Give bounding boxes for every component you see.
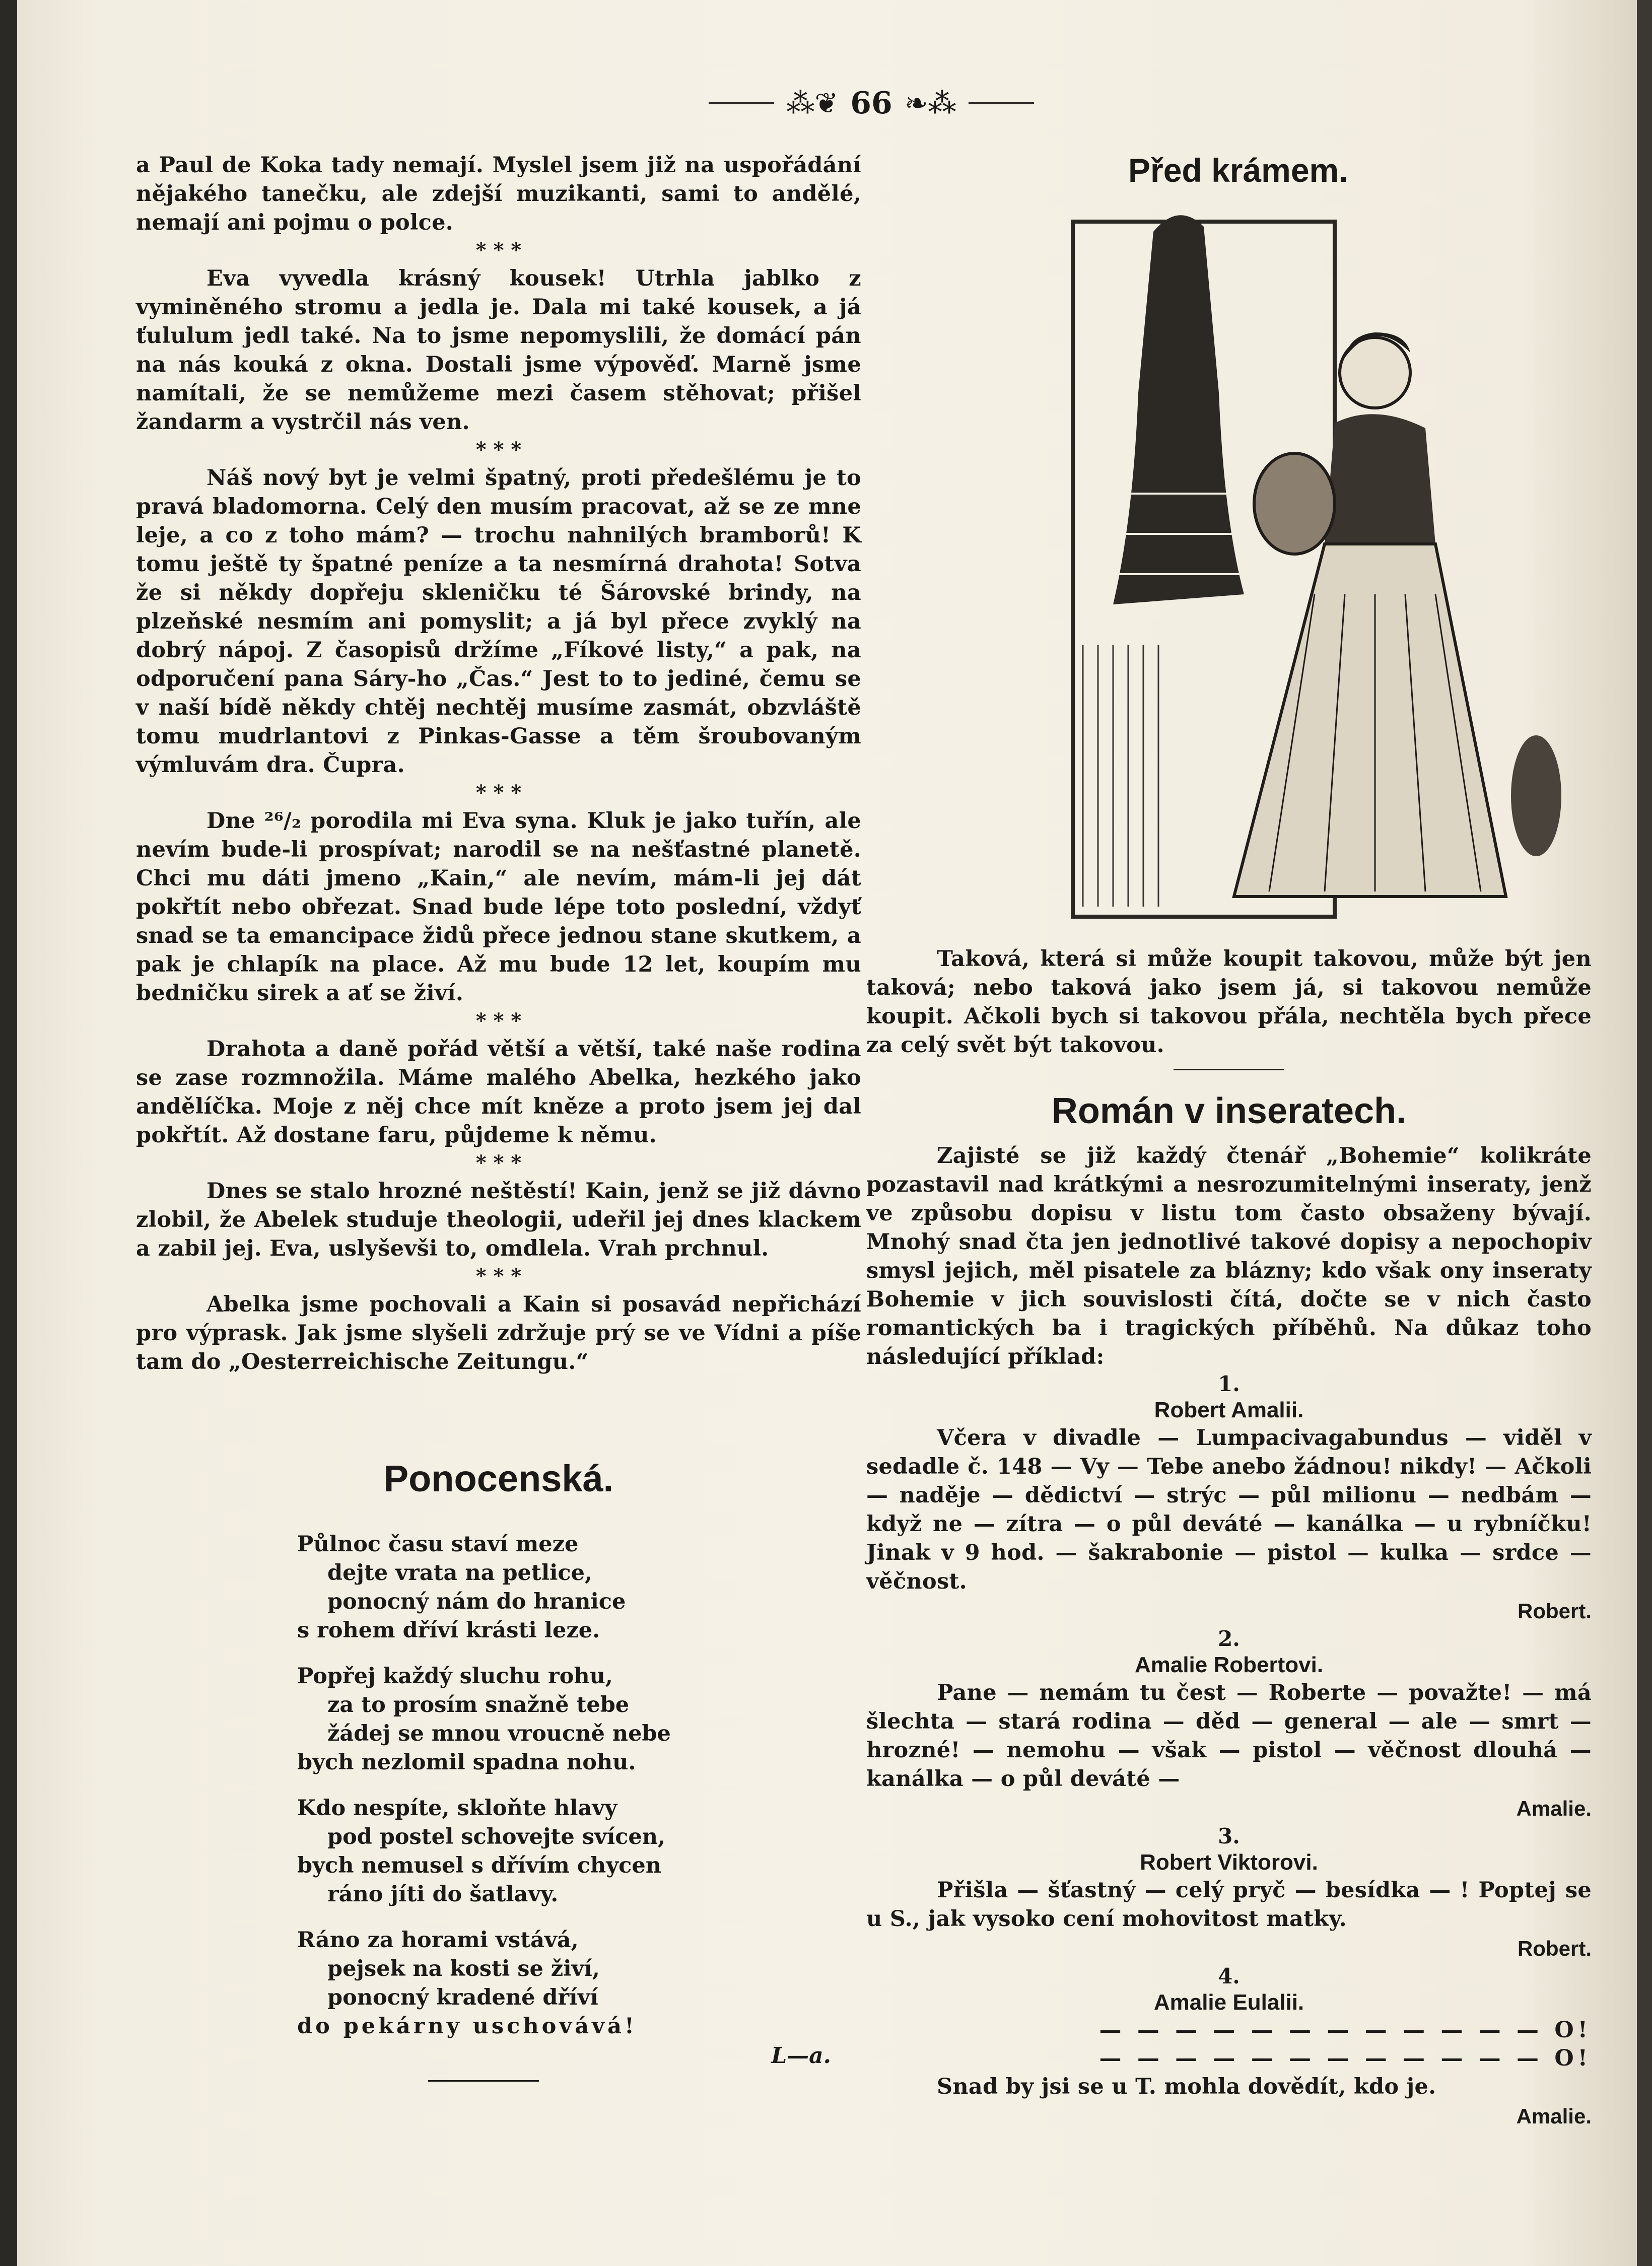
woman-skirt (1234, 544, 1506, 897)
poem-line: Půlnoc času staví meze (297, 1532, 579, 1557)
poem-line: bych nezlomil spadna nohu. (297, 1750, 636, 1775)
poem-line: dejte vrata na petlice, (327, 1560, 592, 1586)
letter-text: Pane — nemám tu čest — Roberte — považte! — má šlechta — stará rodina — děd — general — ale — smrt — hrozné! — nemohu — však — pistol — věčnost dlouhá — kanálka — o půl deváté — (866, 1680, 1592, 1792)
paragraph: Dnes se stalo hrozné neštěstí! Kain, jenž se již dávno zlobil, že Abelek studuje theologii, udeřil jej dnes klackem a zabil jej. Eva, uslyševši to, omdlela. Vrah prchnul. (136, 1179, 861, 1261)
left-column (136, 151, 861, 2091)
poem-line: pod postel schovejte svícen, (327, 1824, 665, 1849)
letter-number: 2. (1218, 1626, 1240, 1651)
scan-edge-right (1637, 0, 1652, 2266)
section-stars: * * * (475, 238, 522, 262)
paragraph: Náš nový byt je velmi špatný, proti předešlému je to pravá bladomorna. Celý den musím pracovat, až se ze mne leje, a co z toho mám? — trochu nahnilých bramborů! K tomu ještě ty špatné peníze a ta nesmírná drahota! Sotva že si někdy dopřeju skleničku té Šárovské brindy, na plzeňské nesmím ani pomyslit; a já byl přece zvyklý na dobrý nápoj. Z časopisů držíme „Fíkové listy,“ a pak, na odporučení pana Sáry-ho „Čas.“ Jest to to jediné, čemu se v naší bídě někdy chtěj nechtěj musíme zasmát, obzvláště tomu mudrlantovi z Pinkas-Gasse a těm šroubovaným výmluvám dra. Čupra. (136, 465, 861, 778)
basket (1254, 453, 1335, 554)
letter-number: 3. (1218, 1824, 1240, 1848)
section-stars: * * * (475, 438, 522, 461)
illustration-caption: Taková, která si může koupit takovou, může být jen taková; nebo taková jako jsem já, si takovou nemůže koupit. Ačkoli bych si takovou přála, nechtěla bych přece za celý svět být takovou. (866, 946, 1592, 1058)
letter-text: Přišla — šťastný — celý pryč — besídka — ! Poptej se u S., jak vysoko cení mohovitost matky. (866, 1878, 1592, 1932)
poem-line: ráno jíti do šatlavy. (327, 1882, 559, 1907)
ornament-right-icon: ❧⁂ (904, 87, 956, 120)
poem-signature: L—a. (771, 2043, 831, 2069)
poem-line: s rohem dříví krásti leze. (297, 1618, 600, 1643)
paragraph: Drahota a daně pořád větší a větší, také naše rodina se zase rozmnožila. Máme malého Abelka, hezkého jako andělíčka. Moje z něj chce mít kněze a proto jsem jej dal pokřtít. Až dostane faru, půjdeme k němu. (136, 1037, 861, 1148)
poem (297, 1530, 861, 2041)
page-header (665, 81, 1078, 126)
poem-line: Ráno za horami vstává, (297, 1928, 579, 1953)
letter-signature: Robert. (1518, 1937, 1592, 1960)
poem-line: Kdo nespíte, skloňte hlavy (297, 1796, 617, 1821)
paragraph: Abelka jsme pochovali a Kain si posavád nepřichází pro výprask. Jak jsme slyšeli zdržuje prý se ve Vídni a píše tam do „Oesterreichische Zeitungu.“ (136, 1292, 861, 1375)
divider (428, 2080, 539, 2082)
letter-signature: Robert. (1518, 1599, 1592, 1623)
letter-addressee: Robert Amalii. (1154, 1398, 1304, 1422)
poem-line: žádej se mnou vroucně nebe (327, 1721, 671, 1746)
woman-shawl (1325, 414, 1435, 544)
woman-shop-illustration (1053, 191, 1587, 942)
header-rule-right (969, 102, 1034, 104)
poem-title: Ponocenská. (383, 1458, 614, 1499)
letter-addressee: Amalie Eulalii. (1153, 1990, 1304, 2015)
letter-addressee: Robert Viktorovi. (1140, 1850, 1318, 1875)
section-title-pred-kramem: Před krámem. (1128, 152, 1348, 189)
paragraph: Eva vyvedla krásný kousek! Utrhla jablko z vyminěného stromu a jedla je. Dala mi také kousek, a já ťululum jedl také. Na to jsme nepomyslili, že domácí pán na nás kouká z okna. Dostali jsme výpověď. Marně jsme namítali, že se nemůžeme mezi časem stěhovat; přišel žandarm a vystrčil nás ven. (136, 266, 861, 435)
poem-line: Popřej každý sluchu rohu, (297, 1664, 613, 1689)
hanging-dress (1113, 215, 1244, 604)
section-stars: * * * (475, 1009, 522, 1033)
divider (1174, 1069, 1284, 1070)
paragraph: a Paul de Koka tady nemají. Myslel jsem již na uspořádání nějakého tanečku, ale zdejší muzikanti, sami to andělé, nemají ani pojmu o polce. (136, 153, 861, 235)
poem-line: ponocný kradené dříví (327, 1985, 598, 2010)
letter-addressee: Amalie Robertovi. (1134, 1653, 1324, 1677)
poem-line: za to prosím snažně tebe (327, 1692, 630, 1718)
letter-number: 1. (1218, 1371, 1240, 1396)
letter-signature: Amalie. (1516, 1797, 1592, 1820)
section-stars: * * * (475, 1264, 522, 1288)
section-stars: * * * (475, 781, 522, 804)
poem-line: do pekárny uschovává! (297, 2014, 637, 2039)
intro-paragraph: Zajisté se již každý čtenář „Bohemie“ kolikráte pozastavil nad krátkými a nesrozumitelnými inseraty, jenž ve způsobu dopisu v listu tom často obsaženy bývají. Mnohý snad čta jen jednotlivé takové dopisy a nepochopiv smysl jejich, měl pisatele za blázny; kdo však ony inseraty Bohemie v jich souvislosti čítá, dočte se v nich často romantických ba i tragických příběhů. Na důkaz toho následující příklad: (866, 1143, 1592, 1369)
paragraph: Dne ²⁶/₂ porodila mi Eva syna. Kluk je jako tuřín, ale nevím bude-li prospívat; narodil se na nešťastné planetě. Chci mu dáti jmeno „Kain,“ ale nevím, mám-li jej dát pokřtít nebo obřezat. Snad bude lépe toto poslední, vždyť snad se ta emancipace židů přece jednou stane skutkem, a pak je chlapík na place. Až mu bude 12 let, koupím mu bedničku sirek a ať se živí. (136, 808, 861, 1006)
letter-dashes: — — — — — — — — — — — — O! (1099, 2045, 1592, 2071)
letter-dashes: — — — — — — — — — — — — O! (1099, 2017, 1592, 2043)
section-stars: * * * (475, 1151, 522, 1175)
poem-line: pejsek na kosti se živí, (327, 1956, 600, 1981)
letter-text: Včera v divadle — Lumpacivagabundus — viděl v sedadle č. 148 — Vy — Tebe anebo žádnou! nikdy! — Ačkoli — naděje — dědictví — strýc — půl milionu — nedbám — když ne — zítra — o půl deváté — kanálka — u rybníčku! Jinak v 9 hod. — šakrabonie — pistol — kulka — srdce — věčnost. (866, 1425, 1592, 1594)
letter-number: 4. (1218, 1964, 1240, 1988)
header-rule-left (709, 102, 774, 104)
letter-text: Snad by jsi se u T. mohla dovědít, kdo je. (937, 2074, 1436, 2099)
letter-signature: Amalie. (1516, 2104, 1592, 2128)
ornament-left-icon: ⁂❦ (786, 87, 839, 120)
poem-line: bych nemusel s dřívím chycen (297, 1853, 661, 1878)
scan-edge-left (0, 0, 17, 2266)
section-title-roman: Román v inseratech. (1051, 1091, 1407, 1131)
poem-line: ponocný nám do hranice (327, 1589, 626, 1614)
chicken (1511, 735, 1561, 856)
page-number: 66 (850, 86, 892, 121)
